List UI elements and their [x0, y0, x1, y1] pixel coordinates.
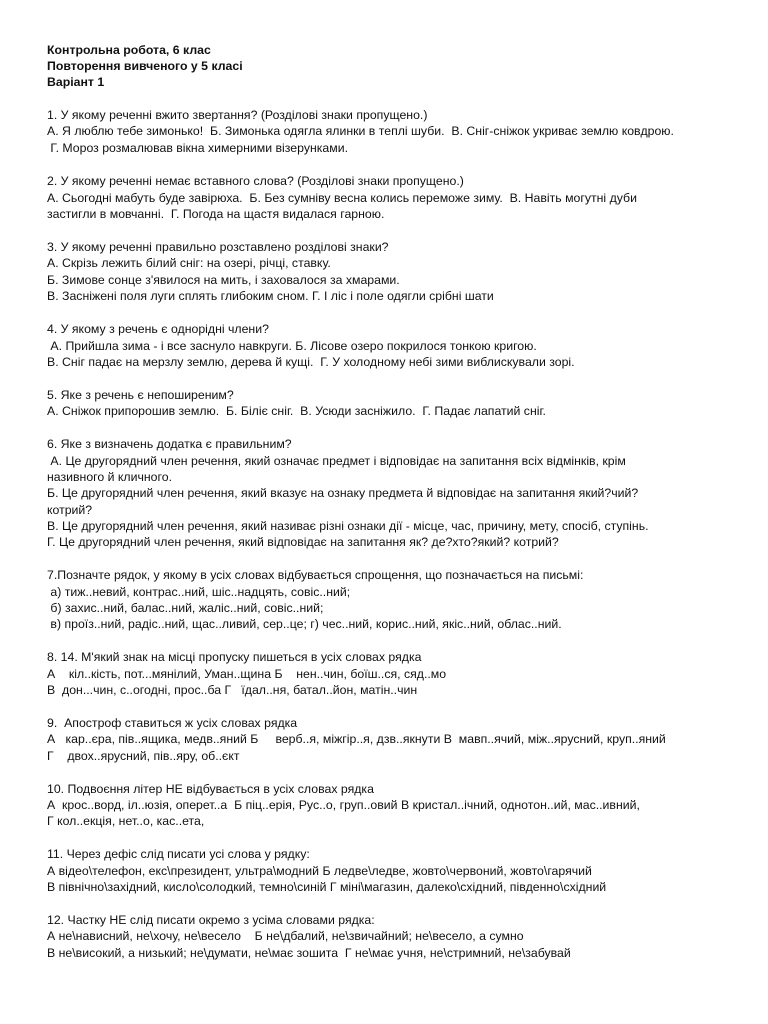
question-6-option-line: Б. Це другорядний член речення, який вказує на ознаку предмета й відповідає на запитання який?чий? [47, 486, 639, 500]
question-7-option-line: а) тиж..невий, контрас..ний, шіс..надцять, совіс..ний; [47, 585, 351, 599]
question-6-option-line: називного й кличного. [47, 470, 172, 484]
question-7-option-line: б) захис..ний, балас..ний, жаліс..ний, совіс..ний; [47, 601, 324, 615]
question-10-options-line: Г кол..екція, нет..о, кас..ета, [47, 814, 205, 828]
question-5-options-line: А. Сніжок припорошив землю. Б. Біліє сніг. В. Усюди засніжило. Г. Падає лапатий сніг. [47, 404, 546, 418]
question-3-option-line: А. Скрізь лежить білий сніг: на озері, річці, ставку. [47, 256, 331, 270]
question-6-text: 6. Яке з визначень додатка є правильним? [47, 437, 292, 451]
question-8-text: 8. 14. М'який знак на місці пропуску пишеться в усіх словах рядка [47, 650, 422, 664]
question-11-options-line: В північно\західний, кисло\солодкий, темно\синій Г міні\магазин, далеко\східний, південно\східний [47, 880, 607, 894]
question-2-text: 2. У якому реченні немає вставного слова? (Розділові знаки пропущено.) [47, 174, 464, 188]
question-6-option-line: В. Це другорядний член речення, який називає різні ознаки дії - місце, час, причину, мету, спосіб, ступінь. [47, 519, 649, 533]
question-4-options-line: В. Сніг падає на мерзлу землю, дерева й кущі. Г. У холодному небі зими виблискували зорі. [47, 355, 575, 369]
question-7-option-line: в) проїз..ний, радіс..ний, щас..ливий, сер..це; г) чес..ний, корис..ний, якіс..ний, облас..ний. [47, 617, 562, 631]
question-2-options-line: А. Сьогодні мабуть буде завірюха. Б. Без сумніву весна колись переможе зиму. В. Навіть могутні дуби [47, 191, 637, 205]
question-9-options-line: А кар..єра, пів..ящика, медв..яний Б верб..я, міжгір..я, дзв..якнути В мавп..ячий, між..ярусний, круп..яний [47, 732, 666, 746]
question-2-options-line: застигли в мовчанні. Г. Погода на щастя видалася гарною. [47, 207, 385, 221]
question-4-options-line: А. Прийшла зима - і все заснуло навкруги. Б. Лісове озеро покрилося тонкою кригою. [47, 339, 537, 353]
question-9-options-line: Г двох..ярусний, пів..яру, об..єкт [47, 749, 240, 763]
question-9-text: 9. Апостроф ставиться ж усіх словах рядка [47, 716, 298, 730]
question-7-text: 7.Позначте рядок, у якому в усіх словах відбувається спрощення, що позначається на письмі: [47, 568, 584, 582]
question-1-text: 1. У якому реченні вжито звертання? (Розділові знаки пропущено.) [47, 108, 428, 122]
question-4-text: 4. У якому з речень є однорідні члени? [47, 322, 269, 336]
question-6-option-line: Г. Це другорядний член речення, який відповідає на запитання як? де?хто?який? котрий? [47, 535, 559, 549]
question-12-text: 12. Частку НЕ слід писати окремо з усіма словами рядка: [47, 913, 375, 927]
document-subtitle: Повторення вивченого у 5 класі [47, 59, 243, 73]
question-10-options-line: А крос..ворд, іл..юзія, оперет..а Б піц..ерія, Рус..о, груп..овий В кристал..ічний, однотон..ий, мас..ивний, [47, 798, 640, 812]
question-3-text: 3. У якому реченні правильно розставлено розділові знаки? [47, 240, 389, 254]
question-5-text: 5. Яке з речень є непоширеним? [47, 388, 234, 402]
question-11-text: 11. Через дефіс слід писати усі слова у рядку: [47, 847, 310, 861]
question-6-option-line: А. Це другорядний член речення, який означає предмет і відповідає на запитання всіх відмінків, крім [47, 454, 626, 468]
question-8-options-line: А кіл..кість, пот...мянілий, Уман..щина Б нен..чин, боїш..ся, сяд..мо [47, 667, 447, 681]
question-10-text: 10. Подвоєння літер НЕ відбувається в усіх словах рядка [47, 782, 374, 796]
document-variant: Варіант 1 [47, 75, 105, 89]
question-12-options-line: В не\високий, а низький; не\думати, не\має зошита Г не\має учня, не\стримний, не\забувай [47, 946, 571, 960]
question-3-option-line: Б. Зимове сонце з'явилося на мить, і заховалося за хмарами. [47, 273, 400, 287]
document-title: Контрольна робота, 6 клас [47, 43, 211, 57]
question-12-options-line: А не\нависний, не\хочу, не\весело Б не\дбалий, не\звичайний; не\весело, а сумно [47, 929, 524, 943]
question-11-options-line: А відео\телефон, екс\президент, ультра\модний Б ледве\ледве, жовто\червоний, жовто\гарячий [47, 864, 592, 878]
question-3-option-line: В. Засніжені поля луги сплять глибоким сном. Г. І ліс і поле одягли срібні шати [47, 289, 494, 303]
question-8-options-line: В дон...чин, с..огодні, прос..ба Г їдал..ня, батал..йон, матін..чин [47, 683, 418, 697]
question-1-options-line: А. Я люблю тебе зимонько! Б. Зимонька одягла ялинки в теплі шуби. В. Сніг-сніжок укриває землю ковдрою. [47, 124, 674, 138]
question-6-option-line: котрий? [47, 503, 93, 517]
question-1-options-line: Г. Мороз розмалював вікна химерними візерунками. [47, 141, 348, 155]
